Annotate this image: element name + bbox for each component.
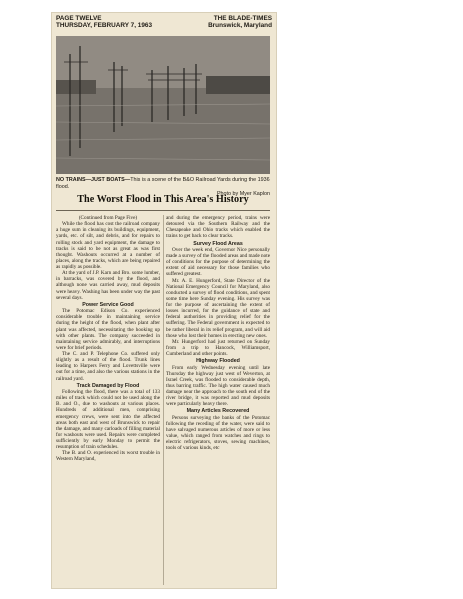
article-headline: The Worst Flood in This Area's History [77,194,249,205]
flood-photo [56,36,270,174]
article-paragraph: While the flood has cost the railroad company a huge sum in cleaning its buildings, equipment, yards, etc. of silt, and debris, and for repairs to rolling stock and yard equipment, the damage to tracks is said to be not as great as was first thought. Washouts occurred at a number of places, along the tracks, which are being repaired as rapidly as possible. [56,221,160,270]
caption-text: This is a scene of the B&O Railroad Yards during the 1936 flood. [56,177,270,190]
flood-photo-illustration [56,36,270,174]
caption-lead: NO TRAINS—JUST BOATS— [56,177,131,183]
newspaper-name: THE BLADE-TIMES [213,15,272,22]
article-paragraph: Mr. A. E. Hungerford, State Director of the National Emergency Council for Maryland, also conducted a survey of flood conditions, and spent some time here Sunday evening. His survey was for the purpose of ascertaining the extent of losses incurred, for the guidance of state and federal authorities in providing relief for the suffering. The Federal government is expected to be rather liberal in its relief program, and will aid those who lost their homes in erecting new ones. [166,277,270,339]
header-left [56,15,152,29]
section-subhead: Track Damaged by Flood [76,382,140,389]
continued-note: (Continued from Page Five) [78,215,138,221]
section-subhead: Power Service Good [82,301,134,308]
article-paragraph: Persons surveying the banks of the Potomac following the receding of the water, were said to have salvaged numerous articles of more or less value, which ranged from watches and rings to electric refrigerators, stoves, sewing machines, tools of various kinds, etc [166,414,270,452]
section-subhead: Many Articles Recovered [186,408,250,415]
section-subhead: Highway Flooded [196,358,240,365]
article-column-left [56,215,160,463]
photo-credit: Photo by Myer Kaplon [216,190,270,197]
article-column-right [166,215,270,452]
article-paragraph: Over the week end, Governor Nice personally made a survey of the flooded areas and made note of conditions for the purpose of determining the extent of aid necessary for those families who suffered greatest. [166,246,270,278]
newspaper-clipping [52,13,276,588]
article-paragraph: The Potomac Edison Co. experienced considerable trouble in maintaining service during the height of the flood, when plant after plant was affected, necessitating the hooking up with other plants. The company succeeded in maintaining service admirably, and interruptions were for brief periods. [56,308,160,351]
headline-rule [56,210,270,211]
section-subhead: Survey Flood Areas [193,240,243,247]
article-paragraph: The C. and P. Telephone Co. suffered only slightly as a result of the flood. Trunk lines leading to Harpers Ferry and Lovettsville were out for a time, and also the various stations in the railroad yard. [56,351,160,382]
issue-date: THURSDAY, FEBRUARY 7, 1963 [56,22,153,30]
article-paragraph: From early Wednesday evening until late Thursday the highway just west of Weverton, at Israel Creek, was flooded to considerable depth, thus barring traffic. The high water caused much damage near the approach to the south end of the river bridge, it was reported and mud deposits were particularly heavy there. [166,364,270,408]
header-right [208,15,272,29]
article-paragraph: At the yard of J.P. Karn and Bro. some lumber, in barracks, was covered by the flood, and although none was carried away, mud deposits were heavy. Washing has been under way the past several days. [56,270,160,301]
article-paragraph: and during the emergency period, trains were detoured via the Southern Railway and the Chesapeake and Ohio tracks which enabled the trains to get back to clear tracks. [166,215,270,240]
column-divider [163,215,164,585]
newspaper-location: Brunswick, Maryland [208,22,272,30]
article-paragraph: Mr. Hungerford had just returned on Sunday from a trip to Hancock, Williamsport, Cumberland and other points. [166,338,270,358]
page-number: PAGE TWELVE [56,15,102,22]
article-paragraph: The B. and O. experienced its worst trouble in Western Maryland, [56,450,160,463]
article-paragraph: Following the flood, there was a total of 133 miles of track which could not be used along the B. and O., due to washouts at various places. Hundreds of additional men, comprising emergency crews, were sent into the affected areas both east and west of Brunswick to repair the damage, and many carloads of filling material for washouts were used. Repairs were completed sufficiently by early Monday to permit the resumption of train schedules. [56,389,160,451]
